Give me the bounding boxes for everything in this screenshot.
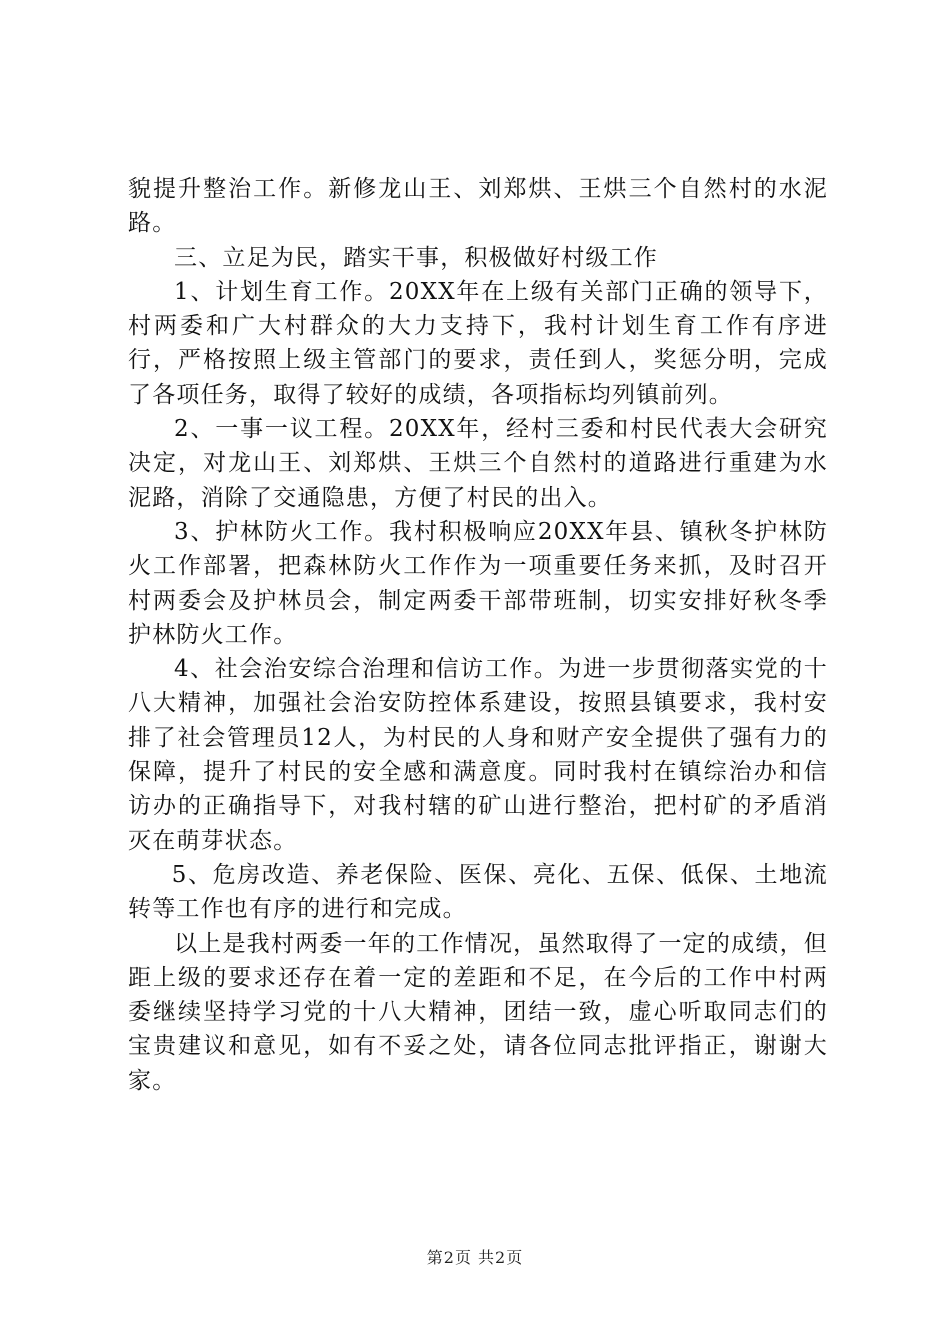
paragraph-forest-fire-prevention: 3、护林防火工作。我村积极响应20XX年县、镇秋冬护林防火工作部署，把森林防火工作作为一项重要任务来抓，及时召开村两委会及护林员会，制定两委干部带班制，切实安排好秋冬季护林防火工作。	[128, 518, 828, 648]
document-body	[128, 172, 828, 1098]
paragraph-housing-insurance: 5、危房改造、养老保险、医保、亮化、五保、低保、土地流转等工作也有序的进行和完成。	[128, 861, 828, 923]
section-heading-village-work: 三、立足为民，踏实干事，积极做好村级工作	[174, 244, 658, 271]
paragraph-public-security: 4、社会治安综合治理和信访工作。为进一步贯彻落实党的十八大精神，加强社会治安防控体系建设，按照县镇要求，我村安排了社会管理员12人，为村民的人身和财产安全提供了强有力的保障，提升了村民的安全感和满意度。同时我村在镇综治办和信访办的正确指导下，对我村辖的矿山进行整治，把村矿的矛盾消灭在萌芽状态。	[128, 656, 828, 854]
paragraph-one-matter-project: 2、一事一议工程。20XX年，经村三委和村民代表大会研究决定，对龙山王、刘郑烘、王烘三个自然村的道路进行重建为水泥路，消除了交通隐患，方便了村民的出入。	[128, 416, 828, 511]
paragraph-conclusion: 以上是我村两委一年的工作情况，虽然取得了一定的成绩，但距上级的要求还存在着一定的差距和不足，在今后的工作中村两委继续坚持学习党的十八大精神，团结一致，虚心听取同志们的宝贵建议和意见，如有不妥之处，请各位同志批评指正，谢谢大家。	[128, 930, 828, 1094]
paragraph-family-planning: 1、计划生育工作。20XX年在上级有关部门正确的领导下，村两委和广大村群众的大力支持下，我村计划生育工作有序进行，严格按照上级主管部门的要求，责任到人，奖惩分明，完成了各项任务，取得了较好的成绩，各项指标均列镇前列。	[128, 278, 828, 408]
page-number-footer: 第2页 共2页	[426, 1248, 524, 1267]
paragraph-road-continuation: 貌提升整治工作。新修龙山王、刘郑烘、王烘三个自然村的水泥路。	[128, 176, 828, 237]
